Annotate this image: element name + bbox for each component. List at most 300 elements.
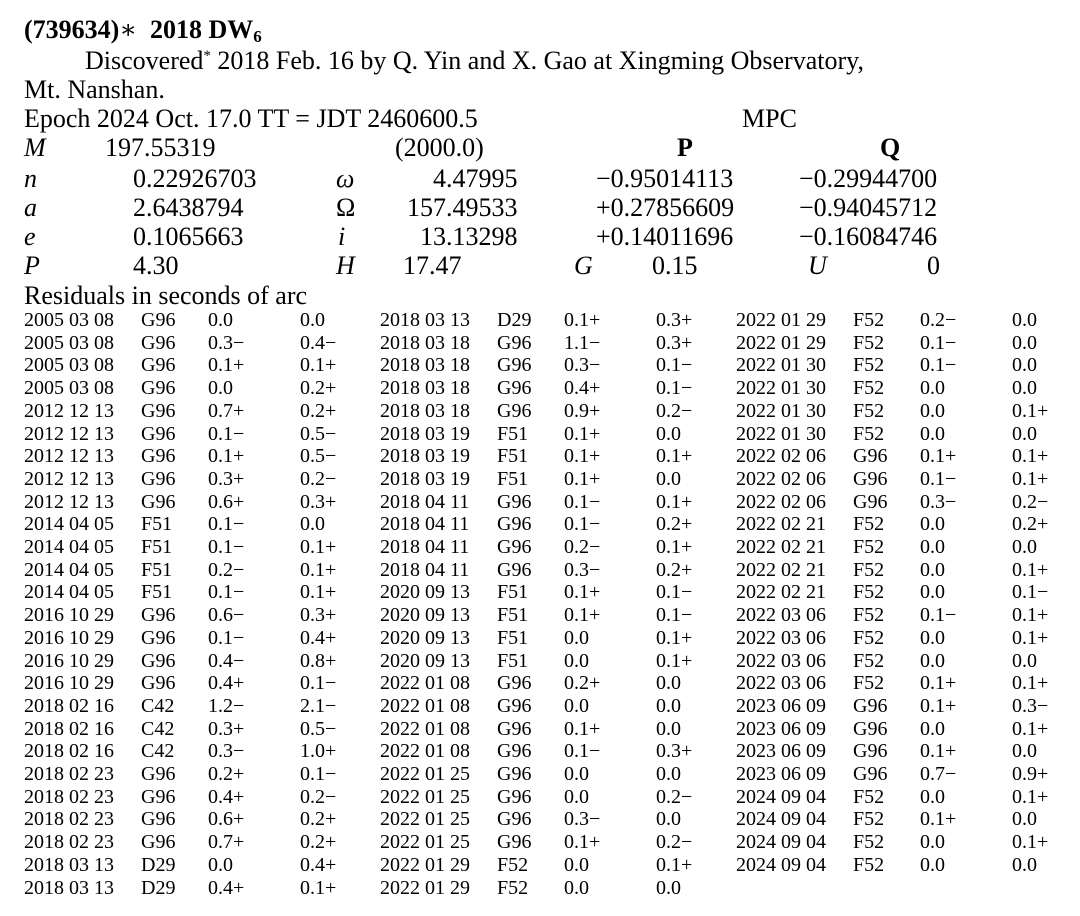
object-title: [24, 15, 262, 46]
obs-code: F51: [141, 581, 173, 604]
ra-residual: 0.0: [208, 377, 233, 400]
obs-date: 2022 01 25: [380, 831, 470, 854]
ra-residual: 0.4+: [208, 672, 245, 695]
dec-residual: 0.2+: [1012, 513, 1049, 536]
dec-residual: 0.2−: [300, 785, 337, 808]
ra-residual: 0.3−: [564, 808, 601, 831]
dec-residual: 0.2−: [656, 785, 693, 808]
obs-date: 2016 10 29: [24, 649, 114, 672]
epoch-source: MPC: [742, 104, 797, 133]
ra-residual: 0.2+: [208, 763, 245, 785]
obs-code: D29: [141, 853, 176, 876]
dec-residual: 0.1+: [300, 558, 337, 581]
p-component: +0.14011696: [596, 222, 734, 251]
obs-date: 2018 02 23: [24, 785, 114, 808]
obs-code: G96: [141, 604, 176, 627]
obs-date: 2022 03 06: [736, 626, 826, 649]
obs-date: 2016 10 29: [24, 604, 114, 627]
dec-residual: 0.1+: [656, 490, 693, 513]
ra-residual: 0.0: [564, 785, 589, 808]
obs-date: 2022 01 30: [736, 422, 826, 445]
dec-residual: 0.1−: [656, 604, 693, 627]
obs-date: 2018 04 11: [380, 558, 470, 581]
dec-residual: 0.1−: [300, 763, 337, 785]
obs-code: F51: [497, 649, 529, 672]
dec-residual: 0.0: [1012, 853, 1037, 876]
uncertainty-label: U: [808, 251, 827, 280]
dec-residual: 0.3+: [656, 309, 693, 331]
q-component: −0.94045712: [799, 193, 938, 222]
obs-code: F52: [853, 853, 885, 876]
ra-residual: 0.4−: [208, 649, 245, 672]
ra-residual: 0.0: [920, 399, 945, 422]
dec-residual: 0.3+: [656, 740, 693, 763]
ra-residual: 0.1−: [208, 513, 245, 536]
dec-residual: 0.3+: [300, 490, 337, 513]
dec-residual: 0.4+: [300, 853, 337, 876]
dec-residual: 0.0: [1012, 740, 1037, 763]
obs-code: C42: [141, 740, 175, 763]
ra-residual: 0.1+: [564, 581, 601, 604]
dec-residual: 0.1+: [1012, 399, 1049, 422]
obs-date: 2018 03 13: [24, 876, 114, 899]
ra-residual: 0.6+: [208, 490, 245, 513]
obs-date: 2018 04 11: [380, 513, 470, 536]
obs-date: 2012 12 13: [24, 422, 114, 445]
obs-date: 2020 09 13: [380, 581, 470, 604]
dec-residual: 0.0: [300, 309, 325, 331]
ra-residual: 0.4+: [208, 876, 245, 899]
ra-residual: 0.1+: [208, 354, 245, 377]
obs-date: 2018 03 18: [380, 354, 470, 377]
ra-residual: 0.0: [920, 717, 945, 740]
obs-code: F52: [853, 604, 885, 627]
ra-residual: 0.0: [920, 513, 945, 536]
ra-residual: 0.1+: [564, 831, 601, 854]
ra-residual: 0.3−: [564, 354, 601, 377]
ra-residual: 0.1+: [564, 604, 601, 627]
dec-residual: 0.5−: [300, 445, 337, 468]
obs-date: 2022 01 08: [380, 717, 470, 740]
obs-code: F52: [853, 536, 885, 558]
equinox-label: (2000.0): [395, 133, 484, 162]
star-mark: ∗: [119, 15, 137, 44]
ra-residual: 0.1+: [208, 445, 245, 468]
discovery-prefix: Discovered: [85, 46, 204, 75]
ra-residual: 0.0: [208, 309, 233, 331]
element-value: 0.1065663: [133, 222, 244, 251]
ra-residual: 0.0: [564, 649, 589, 672]
obs-code: G96: [497, 785, 532, 808]
obs-date: 2024 09 04: [736, 808, 826, 831]
obs-date: 2012 12 13: [24, 467, 114, 490]
obs-code: F52: [853, 581, 885, 604]
object-designation: 2018 DW: [150, 15, 254, 44]
obs-date: 2018 02 16: [24, 717, 114, 740]
ra-residual: 0.0: [920, 581, 945, 604]
angle-symbol: Ω: [336, 193, 356, 222]
ra-residual: 0.0: [920, 831, 945, 854]
obs-code: F52: [853, 309, 885, 331]
dec-residual: 0.0: [1012, 649, 1037, 672]
ra-residual: 0.7−: [920, 763, 957, 785]
obs-code: G96: [853, 763, 888, 785]
obs-date: 2023 06 09: [736, 740, 826, 763]
ra-residual: 0.3−: [208, 740, 245, 763]
obs-code: G96: [141, 377, 176, 400]
dec-residual: 0.0: [656, 763, 681, 785]
dec-residual: 0.0: [1012, 309, 1037, 331]
uncertainty-value: 0: [927, 251, 940, 280]
obs-code: F51: [497, 467, 529, 490]
dec-residual: 0.1+: [300, 354, 337, 377]
ra-residual: 1.1−: [564, 331, 601, 354]
obs-date: 2005 03 08: [24, 354, 114, 377]
obs-code: G96: [853, 740, 888, 763]
obs-date: 2020 09 13: [380, 626, 470, 649]
dec-residual: 0.4+: [300, 626, 337, 649]
ra-residual: 0.3−: [564, 558, 601, 581]
obs-code: G96: [853, 445, 888, 468]
ra-residual: 0.0: [564, 626, 589, 649]
dec-residual: 0.0: [1012, 422, 1037, 445]
obs-date: 2018 02 23: [24, 808, 114, 831]
obs-code: G96: [853, 467, 888, 490]
obs-date: 2018 02 23: [24, 763, 114, 785]
dec-residual: 0.3−: [1012, 694, 1049, 717]
dec-residual: 0.1+: [1012, 445, 1049, 468]
dec-residual: 0.2−: [656, 831, 693, 854]
obs-code: G96: [497, 808, 532, 831]
ra-residual: 0.1+: [920, 740, 957, 763]
slope-label: G: [574, 251, 593, 280]
obs-code: C42: [141, 694, 175, 717]
dec-residual: 0.1−: [656, 377, 693, 400]
dec-residual: 0.1−: [1012, 581, 1049, 604]
element-symbol: e: [24, 222, 36, 251]
ra-residual: 0.0: [920, 558, 945, 581]
obs-code: F52: [853, 422, 885, 445]
obs-date: 2018 03 19: [380, 422, 470, 445]
element-value: 0.22926703: [133, 164, 257, 193]
obs-date: 2016 10 29: [24, 672, 114, 695]
obs-date: 2014 04 05: [24, 581, 114, 604]
obs-code: G96: [141, 331, 176, 354]
ra-residual: 0.0: [920, 649, 945, 672]
obs-code: G96: [497, 399, 532, 422]
obs-date: 2022 02 21: [736, 536, 826, 558]
obs-date: 2018 03 19: [380, 445, 470, 468]
ra-residual: 0.0: [564, 876, 589, 899]
dec-residual: 0.0: [1012, 536, 1037, 558]
obs-date: 2022 01 30: [736, 377, 826, 400]
obs-date: 2020 09 13: [380, 604, 470, 627]
obs-code: F52: [497, 853, 529, 876]
ra-residual: 0.0: [208, 853, 233, 876]
ra-residual: 0.9+: [564, 399, 601, 422]
ra-residual: 0.1−: [564, 513, 601, 536]
obs-code: F52: [853, 808, 885, 831]
ra-residual: 0.1+: [920, 672, 957, 695]
obs-code: G96: [141, 649, 176, 672]
obs-date: 2023 06 09: [736, 717, 826, 740]
obs-code: G96: [141, 831, 176, 854]
dec-residual: 0.1+: [300, 876, 337, 899]
discovery-text: 2018 Feb. 16 by Q. Yin and X. Gao at Xingming Observatory,: [217, 46, 864, 75]
obs-date: 2018 03 13: [380, 309, 470, 331]
obs-code: F51: [497, 445, 529, 468]
ra-residual: 0.0: [920, 785, 945, 808]
dec-residual: 0.0: [656, 422, 681, 445]
obs-code: F52: [853, 626, 885, 649]
dec-residual: 0.1+: [1012, 785, 1049, 808]
ra-residual: 0.2−: [208, 558, 245, 581]
dec-residual: 0.1+: [656, 626, 693, 649]
ra-residual: 0.1+: [920, 808, 957, 831]
ra-residual: 0.1+: [564, 445, 601, 468]
q-component: −0.16084746: [799, 222, 938, 251]
dec-residual: 0.0: [656, 694, 681, 717]
obs-date: 2022 01 29: [736, 309, 826, 331]
ra-residual: 0.1+: [564, 309, 601, 331]
ra-residual: 0.1+: [920, 445, 957, 468]
obs-date: 2022 02 06: [736, 467, 826, 490]
ra-residual: 0.0: [564, 853, 589, 876]
obs-code: F52: [853, 513, 885, 536]
obs-code: F51: [497, 604, 529, 627]
obs-code: G96: [497, 490, 532, 513]
dec-residual: 0.0: [300, 513, 325, 536]
obs-date: 2022 03 06: [736, 649, 826, 672]
angle-value: 157.49533: [407, 193, 518, 222]
obs-date: 2005 03 08: [24, 331, 114, 354]
obs-code: G96: [497, 717, 532, 740]
mean-anomaly-value: 197.55319: [105, 133, 216, 162]
obs-date: 2022 01 08: [380, 694, 470, 717]
dec-residual: 0.1+: [656, 536, 693, 558]
obs-date: 2018 03 19: [380, 467, 470, 490]
obs-code: F52: [853, 649, 885, 672]
angle-symbol: i: [338, 222, 346, 251]
ra-residual: 0.1+: [920, 694, 957, 717]
obs-date: 2012 12 13: [24, 399, 114, 422]
obs-date: 2018 04 11: [380, 490, 470, 513]
dec-residual: 0.2+: [300, 377, 337, 400]
dec-residual: 0.3+: [300, 604, 337, 627]
dec-residual: 0.2+: [656, 558, 693, 581]
obs-date: 2022 01 30: [736, 354, 826, 377]
obs-date: 2012 12 13: [24, 445, 114, 468]
ra-residual: 0.1−: [208, 536, 245, 558]
ra-residual: 0.1−: [920, 467, 957, 490]
angle-value: 13.13298: [420, 222, 518, 251]
obs-code: D29: [141, 876, 176, 899]
ra-residual: 0.1−: [920, 331, 957, 354]
obs-date: 2018 03 18: [380, 377, 470, 400]
slope-value: 0.15: [652, 251, 698, 280]
dec-residual: 0.1+: [1012, 831, 1049, 854]
obs-code: F52: [853, 785, 885, 808]
dec-residual: 0.2−: [656, 399, 693, 422]
ra-residual: 0.3+: [208, 467, 245, 490]
obs-date: 2022 03 06: [736, 604, 826, 627]
obs-date: 2016 10 29: [24, 626, 114, 649]
discovery-site: Mt. Nanshan.: [24, 75, 165, 104]
ra-residual: 0.1−: [208, 581, 245, 604]
obs-code: G96: [853, 694, 888, 717]
dec-residual: 0.2+: [300, 808, 337, 831]
obs-date: 2022 01 25: [380, 763, 470, 785]
obs-code: G96: [141, 490, 176, 513]
ra-residual: 0.6+: [208, 808, 245, 831]
obs-code: G96: [497, 672, 532, 695]
dec-residual: 0.8+: [300, 649, 337, 672]
ra-residual: 0.1−: [920, 604, 957, 627]
obs-date: 2018 03 13: [24, 853, 114, 876]
obs-code: G96: [141, 445, 176, 468]
obs-date: 2024 09 04: [736, 785, 826, 808]
ra-residual: 0.3−: [920, 490, 957, 513]
dec-residual: 0.0: [656, 467, 681, 490]
obs-date: 2018 02 16: [24, 694, 114, 717]
obs-code: G96: [497, 763, 532, 785]
epoch-line: Epoch 2024 Oct. 17.0 TT = JDT 2460600.5: [24, 104, 478, 133]
ra-residual: 0.2+: [564, 672, 601, 695]
p-component: +0.27856609: [596, 193, 735, 222]
dec-residual: 0.1+: [1012, 626, 1049, 649]
ra-residual: 0.3−: [208, 331, 245, 354]
dec-residual: 0.0: [1012, 331, 1037, 354]
obs-date: 2005 03 08: [24, 309, 114, 331]
obs-code: F52: [853, 377, 885, 400]
designation-subscript: 6: [253, 27, 262, 46]
obs-code: G96: [141, 309, 176, 331]
obs-date: 2018 03 18: [380, 399, 470, 422]
dec-residual: 0.1+: [1012, 558, 1049, 581]
p-vector-header: P: [677, 133, 693, 162]
obs-code: G96: [853, 717, 888, 740]
dec-residual: 0.1−: [656, 354, 693, 377]
ra-residual: 0.0: [920, 422, 945, 445]
magnitude-value: 17.47: [403, 251, 462, 280]
obs-code: G96: [141, 785, 176, 808]
magnitude-label: H: [336, 251, 355, 280]
dec-residual: 0.1+: [300, 581, 337, 604]
obs-code: F51: [497, 581, 529, 604]
p-component: −0.95014113: [596, 164, 734, 193]
ra-residual: 0.1+: [564, 717, 601, 740]
ra-residual: 0.2−: [564, 536, 601, 558]
ra-residual: 0.2−: [920, 309, 957, 331]
obs-code: F51: [141, 513, 173, 536]
dec-residual: 0.1+: [656, 649, 693, 672]
element-symbol: a: [24, 193, 37, 222]
obs-code: G96: [497, 831, 532, 854]
obs-date: 2022 02 21: [736, 581, 826, 604]
obs-date: 2022 02 06: [736, 490, 826, 513]
dec-residual: 0.1+: [1012, 717, 1049, 740]
obs-date: 2005 03 08: [24, 377, 114, 400]
dec-residual: 0.1+: [656, 853, 693, 876]
obs-date: 2022 01 29: [380, 853, 470, 876]
obs-date: 2018 02 16: [24, 740, 114, 763]
obs-date: 2018 04 11: [380, 536, 470, 558]
period-label: P: [24, 251, 40, 280]
dec-residual: 0.1−: [300, 672, 337, 695]
obs-date: 2023 06 09: [736, 694, 826, 717]
obs-date: 2024 09 04: [736, 831, 826, 854]
dec-residual: 0.2+: [656, 513, 693, 536]
dec-residual: 1.0+: [300, 740, 337, 763]
dec-residual: 0.2+: [300, 399, 337, 422]
ra-residual: 0.1−: [564, 740, 601, 763]
obs-code: G96: [141, 467, 176, 490]
obs-code: G96: [497, 558, 532, 581]
ra-residual: 0.1−: [920, 354, 957, 377]
obs-code: G96: [141, 399, 176, 422]
obs-code: G96: [141, 808, 176, 831]
ra-residual: 0.0: [564, 694, 589, 717]
obs-date: 2022 01 25: [380, 785, 470, 808]
obs-code: F52: [853, 831, 885, 854]
obs-date: 2014 04 05: [24, 536, 114, 558]
obs-date: 2018 03 18: [380, 331, 470, 354]
dec-residual: 0.1+: [656, 445, 693, 468]
ra-residual: 0.1−: [208, 626, 245, 649]
dec-residual: 0.0: [656, 808, 681, 831]
obs-date: 2022 01 29: [380, 876, 470, 899]
q-vector-header: Q: [880, 133, 901, 162]
element-value: 2.6438794: [133, 193, 244, 222]
obs-date: 2022 02 06: [736, 445, 826, 468]
obs-date: 2023 06 09: [736, 763, 826, 785]
obs-code: F52: [853, 354, 885, 377]
obs-code: G96: [141, 672, 176, 695]
ra-residual: 0.4+: [564, 377, 601, 400]
obs-code: G96: [497, 536, 532, 558]
obs-date: 2024 09 04: [736, 853, 826, 876]
object-number: (739634): [24, 15, 120, 44]
ra-residual: 0.1−: [564, 490, 601, 513]
obs-code: G96: [853, 490, 888, 513]
dec-residual: 0.5−: [300, 717, 337, 740]
discovery-mark: *: [203, 48, 211, 64]
dec-residual: 0.3+: [656, 331, 693, 354]
dec-residual: 0.5−: [300, 422, 337, 445]
dec-residual: 0.0: [1012, 377, 1037, 400]
dec-residual: 0.1+: [300, 536, 337, 558]
obs-code: C42: [141, 717, 175, 740]
dec-residual: 0.9+: [1012, 763, 1049, 785]
ra-residual: 0.0: [920, 853, 945, 876]
dec-residual: 0.0: [656, 876, 681, 899]
dec-residual: 0.1−: [656, 581, 693, 604]
obs-code: F52: [853, 399, 885, 422]
obs-date: 2022 01 29: [736, 331, 826, 354]
obs-code: F52: [497, 876, 529, 899]
discovery-line: [85, 48, 864, 74]
ra-residual: 0.6−: [208, 604, 245, 627]
ra-residual: 0.3+: [208, 717, 245, 740]
dec-residual: 0.2−: [1012, 490, 1049, 513]
dec-residual: 0.1+: [1012, 604, 1049, 627]
obs-date: 2020 09 13: [380, 649, 470, 672]
dec-residual: 2.1−: [300, 694, 337, 717]
obs-date: 2022 01 25: [380, 808, 470, 831]
angle-value: 4.47995: [433, 164, 518, 193]
ra-residual: 0.7+: [208, 831, 245, 854]
obs-code: G96: [497, 694, 532, 717]
